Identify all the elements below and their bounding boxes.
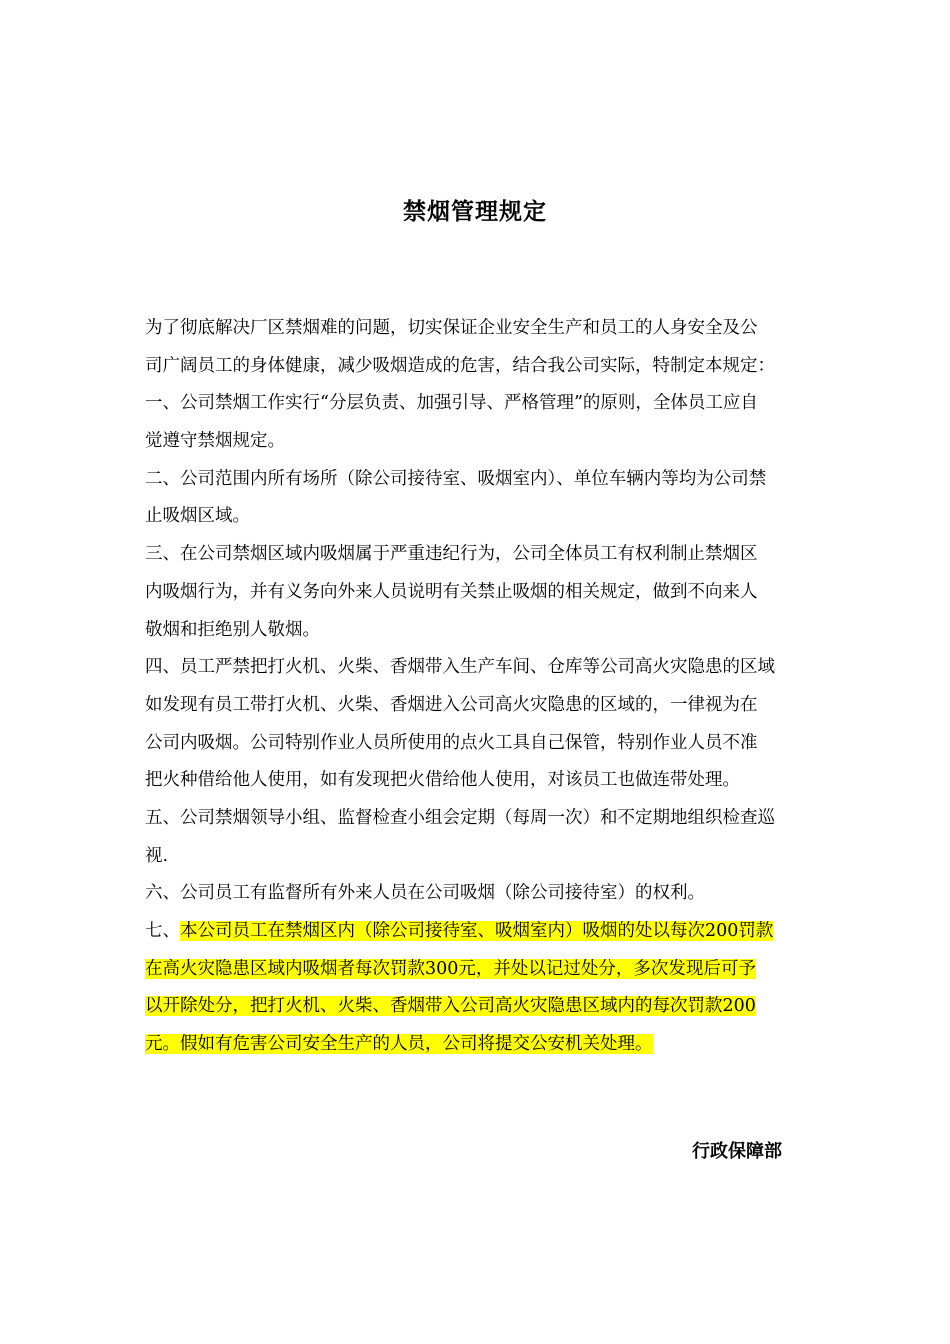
document-body [145,310,810,1064]
body-line: 司广阔员工的身体健康，减少吸烟造成的危害，结合我公司实际，特制定本规定： [145,355,775,376]
body-line: 视. [145,845,169,866]
body-line: 如发现有员工带打火机、火柴、香烟进入公司高火灾隐患的区域的，一律视为在 [145,694,758,715]
body-line: 三、在公司禁烟区域内吸烟属于严重违纪行为，公司全体员工有权利制止禁烟区 [145,544,758,565]
body-line: 六、公司员工有监督所有外来人员在公司吸烟（除公司接待室）的权利。 [145,883,705,904]
body-line: 公司内吸烟。公司特别作业人员所使用的点火工具自己保管，特别作业人员不准 [145,732,758,753]
highlighted-text: 以开除处分，把打火机、火柴、香烟带入公司高火灾隐患区域内的每次罚款200 [145,996,756,1017]
body-line: 四、员工严禁把打火机、火柴、香烟带入生产车间、仓库等公司高火灾隐患的区域 [145,657,775,678]
body-line: 一、公司禁烟工作实行“分层负责、加强引导、严格管理”的原则，全体员工应自 [145,393,758,414]
highlighted-text: 本公司员工在禁烟区内（除公司接待室、吸烟室内）吸烟的处以每次200罚款 [180,921,774,941]
body-line: 把火种借给他人使用，如有发现把火借给他人使用，对该员工也做连带处理。 [145,770,740,791]
document-title: 禁烟管理规定 [403,199,547,225]
item7-line [145,1026,810,1064]
body-line: 五、公司禁烟领导小组、监督检查小组会定期（每周一次）和不定期地组织检查巡 [145,807,775,828]
body-line: 觉遵守禁烟规定。 [145,431,285,452]
body-line: 内吸烟行为，并有义务向外来人员说明有关禁止吸烟的相关规定，做到不向来人 [145,581,758,602]
body-line: 敬烟和拒绝别人敬烟。 [145,619,320,640]
item7-line [145,988,810,1026]
item7-line [145,951,810,989]
department-signature: 行政保障部 [692,1141,782,1162]
body-line: 为了彻底解决厂区禁烟难的问题，切实保证企业安全生产和员工的人身安全及公 [145,318,758,338]
body-line: 止吸烟区域。 [145,506,250,527]
item7-first-line [145,913,810,951]
body-line: 二、公司范围内所有场所（除公司接待室、吸烟室内）、单位车辆内等均为公司禁 [145,468,767,489]
highlighted-text: 在高火灾隐患区域内吸烟者每次罚款300元，并处以记过处分，多次发现后可予 [145,958,756,979]
item7-prefix: 七、 [145,921,180,941]
highlighted-text: 元。假如有危害公司安全生产的人员，公司将提交公安机关处理。 [145,1034,653,1055]
